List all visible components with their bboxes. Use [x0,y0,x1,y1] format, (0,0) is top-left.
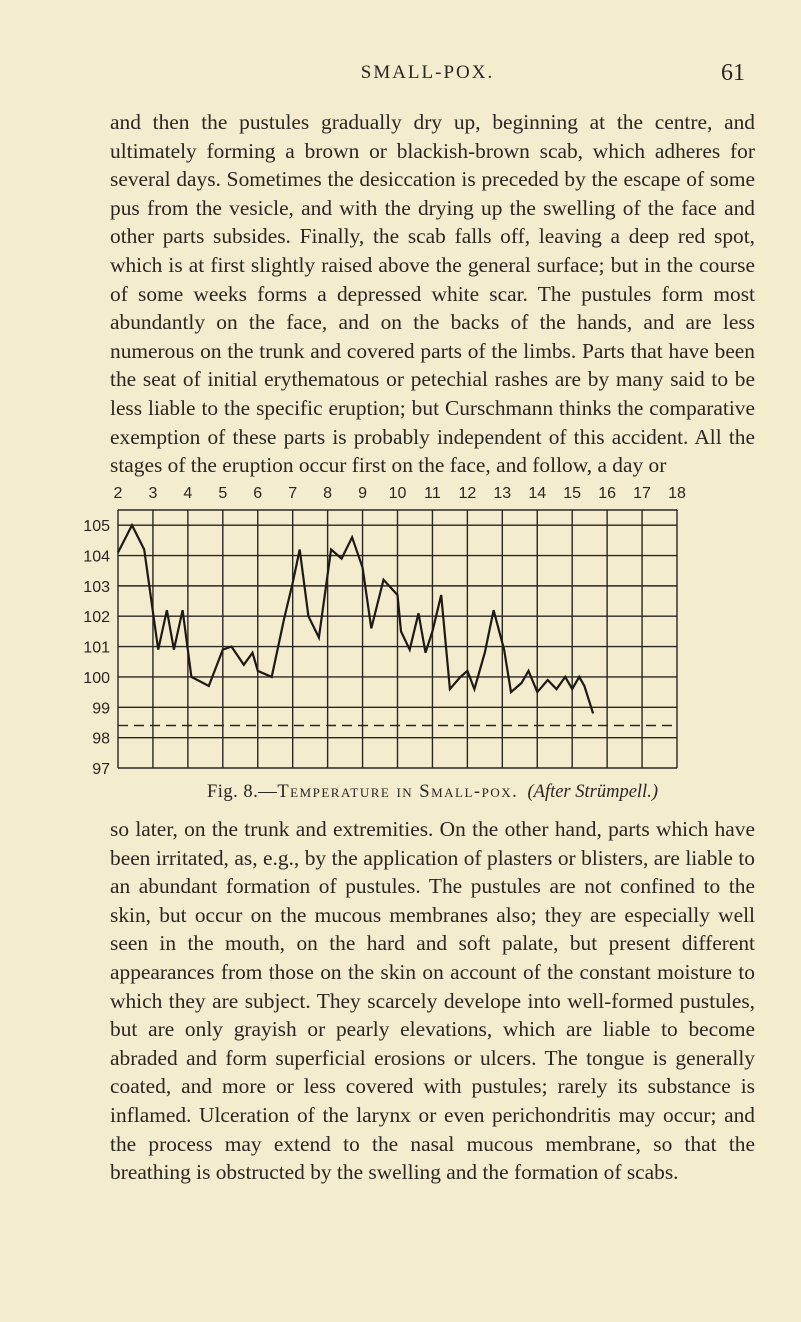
x-tick-label: 16 [598,485,617,502]
running-head: SMALL-POX. [360,62,495,83]
body-paragraph-top: and then the pustules gradually dry up, beginning at the centre, and ultimately forming a brown or blackish-brown scab, which adheres for several days. Sometimes the desiccation is preceded by the escape of some pus from the vesicle, and with the drying up the swelling of the face and other parts subsides. Finally, the scab falls off, leaving a deep red spot, which is at first slightly raised above the general surface; but in the course of some weeks forms a depressed white scar. The pustules form most abundantly on the face, and on the backs of the hands, and are less numerous on the trunk and covered parts of the limbs. Parts that have been the seat of initial erythematous or petechial rashes are by many said to be less liable to the specific eruption; but Curschmann thinks the comparative exemption of these parts is probably independent of this accident. All the stages of the eruption occur first on the face, and follow, a day or [110,110,755,478]
page-number: 61 [721,60,745,86]
caption-title: Temperature in Small-pox. [277,782,519,802]
page-header [110,62,745,92]
x-tick-label: 14 [528,485,547,502]
y-tick-label: 104 [83,548,110,566]
x-tick-label: 9 [358,485,368,502]
x-tick-label: 8 [323,485,333,502]
x-tick-label: 4 [183,485,193,502]
x-tick-label: 17 [633,485,651,502]
y-tick-label: 97 [92,761,110,778]
x-tick-label: 3 [148,485,158,502]
y-tick-label: 100 [83,669,110,687]
x-tick-label: 15 [563,485,582,502]
caption-credit: (After Strümpell.) [527,782,658,802]
y-tick-label: 99 [92,700,110,718]
body-paragraph-bottom: so later, on the trunk and extremities. On the other hand, parts which have been irritated, as, e.g., by the application of plasters or blisters, are liable to an abundant formation of pustules. The pustules are not confined to the skin, but occur on the mucous membranes also; they are especially well seen in the mouth, on the hard and soft palate, but present different appearances from those on the skin on account of the constant moisture to which they are subject. They scarcely develope into well-formed pustules, but are only grayish or pearly elevations, which are liable to become abraded and form superficial erosions or ulcers. The tongue is generally coated, and more or less covered with pustules; rarely its substance is inflamed. Ulceration of the larynx or even perichondritis may occur; and the process may extend to the nasal mucous membrane, so that the breathing is obstructed by the swelling and the formation of scabs. [110,817,755,1185]
y-tick-label: 103 [83,578,110,596]
x-tick-label: 13 [493,485,512,502]
caption-figure-number: Fig. 8.— [207,782,278,802]
y-tick-label: 101 [83,639,110,657]
temperature-chart-svg [60,476,760,782]
temperature-curve [118,525,593,713]
x-tick-label: 2 [113,485,123,502]
y-tick-label: 102 [83,609,110,627]
figure-caption [110,782,755,803]
temperature-chart [60,476,760,782]
x-tick-label: 12 [458,485,477,502]
y-tick-label: 105 [83,518,110,536]
x-tick-label: 5 [218,485,228,502]
x-tick-label: 7 [288,485,298,502]
x-tick-label: 11 [424,485,441,502]
x-tick-label: 6 [253,485,263,502]
x-tick-label: 10 [388,485,407,502]
y-tick-label: 98 [92,730,110,748]
x-tick-label: 18 [668,485,686,502]
